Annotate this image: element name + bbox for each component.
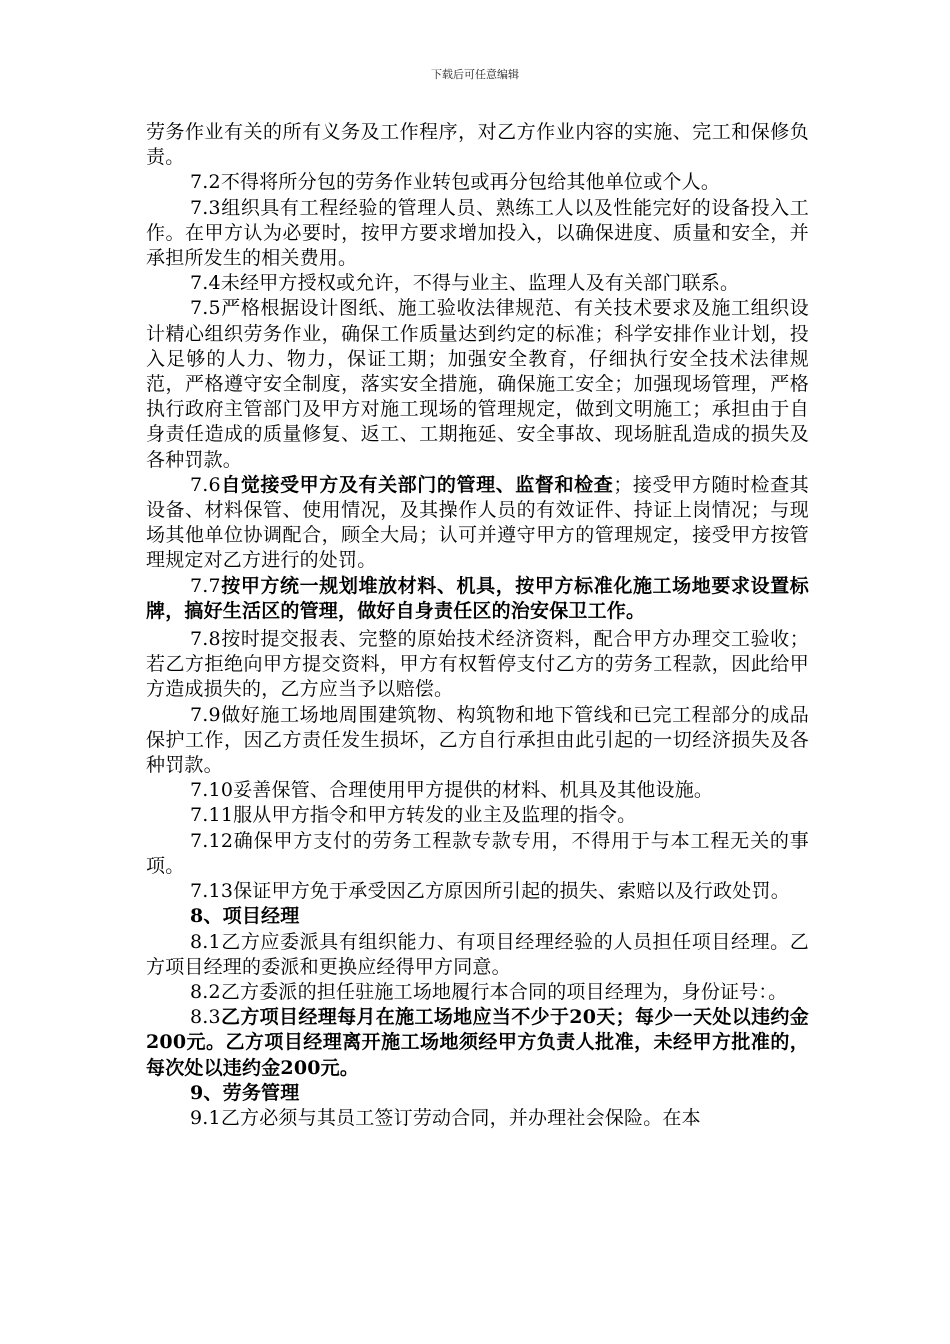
paragraph-7-6 [146, 473, 809, 574]
paragraph-8-1: 8.1乙方应委派具有组织能力、有项目经理经验的人员担任项目经理。乙方项目经理的委派和更换应经得甲方同意。 [146, 930, 809, 978]
section-heading-8: 8、项目经理 [190, 905, 300, 928]
clause-number: 7.7 [190, 574, 221, 597]
clause-number: 8.3 [190, 1006, 221, 1029]
paragraph-7-2: 7.2不得将所分包的劳务作业转包或再分包给其他单位或个人。 [190, 171, 721, 194]
paragraph-7-5: 7.5严格根据设计图纸、施工验收法律规范、有关技术要求及施工组织设计精心组织劳务作业，确保工作质量达到约定的标准；科学安排作业计划，投入足够的人力、物力，保证工期；加强安全教育，仔细执行安全技术法律规范，严格遵守安全制度，落实安全措施，确保施工安全；加强现场管理，严格执行政府主管部门及甲方对施工现场的管理规定，做到文明施工；承担由于自身责任造成的质量修复、返工、工期拖延、安全事故、现场脏乱造成的损失及各种罚款。 [146, 297, 809, 471]
paragraph-7-11: 7.11服从甲方指令和甲方转发的业主及监理的指令。 [190, 804, 637, 827]
paragraph-7-10: 7.10妥善保管、合理使用甲方提供的材料、机具及其他设施。 [190, 779, 714, 802]
bold-clause-text: 乙方项目经理每月在施工场地应当不少于20天；每少一天处以违约金200元。乙方项目经理离开施工场地须经甲方负责人批准，未经甲方批准的，每次处以违约金200元。 [146, 1006, 809, 1079]
paragraph-7-3: 7.3组织具有工程经验的管理人员、熟练工人以及性能完好的设备投入工作。在甲方认为必要时，按甲方要求增加投入，以确保进度、质量和安全，并承担所发生的相关费用。 [146, 196, 809, 270]
paragraph-8-3 [146, 1005, 809, 1081]
paragraph-8-2: 8.2乙方委派的担任驻施工场地履行本合同的项目经理为，身份证号：。 [190, 980, 788, 1003]
paragraph-7-7 [146, 574, 809, 624]
bold-clause-text: 按甲方统一规划堆放材料、机具，按甲方标准化施工场地要求设置标牌，搞好生活区的管理，做好自身责任区的治安保卫工作。 [146, 574, 809, 622]
document-body [146, 120, 809, 1131]
clause-text: ；接受甲方随时检查其设备、材料保管、使用情况，及其操作人员的有效证件、持证上岗情况；与现场其他单位协调配合，顾全大局；认可并遵守甲方的管理规定，接受甲方按管理规定对乙方进行的处罚。 [146, 473, 809, 572]
section-heading-9: 9、劳务管理 [190, 1081, 300, 1104]
paragraph-7-9: 7.9做好施工场地周围建筑物、构筑物和地下管线和已完工程部分的成品保护工作，因乙方责任发生损坏，乙方自行承担由此引起的一切经济损失及各种罚款。 [146, 703, 809, 777]
paragraph-7-4: 7.4未经甲方授权或允许，不得与业主、监理人及有关部门联系。 [190, 272, 740, 295]
bold-clause-text: 自觉接受甲方及有关部门的管理、监督和检查 [220, 473, 614, 496]
clause-number: 7.6 [190, 473, 221, 496]
paragraph-7-13: 7.13保证甲方免于承受因乙方原因所引起的损失、索赔以及行政处罚。 [190, 880, 790, 903]
paragraph-7-8: 7.8按时提交报表、完整的原始技术经济资料，配合甲方办理交工验收；若乙方拒绝向甲方提交资料，甲方有权暂停支付乙方的劳务工程款，因此给甲方造成损失的，乙方应当予以赔偿。 [146, 628, 809, 701]
page-header: 下载后可任意编辑 [431, 68, 519, 81]
paragraph-9-1: 9.1乙方必须与其员工签订劳动合同，并办理社会保险。在本 [190, 1106, 701, 1129]
paragraph-7-12: 7.12确保甲方支付的劳务工程款专款专用，不得用于与本工程无关的事项。 [146, 829, 809, 877]
paragraph-7-1-cont: 劳务作业有关的所有义务及工作程序，对乙方作业内容的实施、完工和保修负责。 [146, 121, 809, 169]
